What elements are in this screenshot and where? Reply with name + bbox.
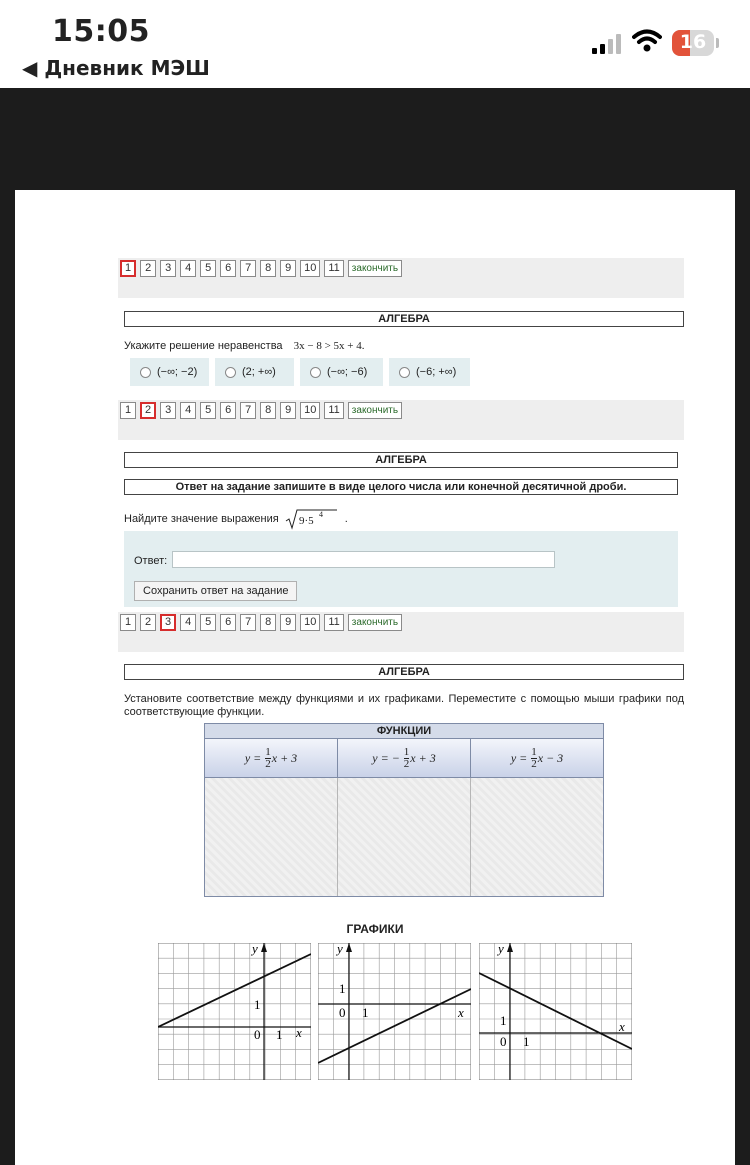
task-nav-7[interactable]: 7 [240,614,256,631]
question-1-expression: 3x − 8 > 5x + 4. [293,340,365,352]
task-nav-2[interactable]: 2 [140,260,156,277]
cellular-signal-icon [592,34,624,54]
answer-option-3[interactable] [300,358,383,386]
task-nav-11[interactable]: 11 [324,614,343,631]
option-label: (−6; +∞) [416,366,457,378]
finish-button[interactable]: закончить [348,402,402,419]
answer-input[interactable] [172,551,555,568]
finish-button[interactable]: закончить [348,614,402,631]
svg-text:x: x [619,1019,625,1034]
finish-button[interactable]: закончить [348,260,402,277]
task-nav-5[interactable]: 5 [200,260,216,277]
section-title: АЛГЕБРА [124,452,678,468]
task-nav-1[interactable]: 1 [120,402,136,419]
svg-text:1: 1 [339,981,346,996]
svg-text:1: 1 [362,1005,369,1020]
task-nav-9[interactable]: 9 [280,614,296,631]
radicand: 9·5 [298,515,314,527]
function-cell-1: y = $\frac{1}{2}$ x + 3 [205,739,338,777]
option-label: (−∞; −6) [327,366,368,378]
task-nav-9[interactable]: 9 [280,260,296,277]
task-nav-q1 [118,258,684,298]
svg-text:1: 1 [254,997,261,1012]
function-cell-2: y = − $\frac{1}{2}$ x + 3 [338,739,471,777]
task-nav-3[interactable]: 3 [160,614,176,631]
task-nav-10[interactable]: 10 [300,614,320,631]
task-nav-2[interactable]: 2 [140,614,156,631]
task-nav-4[interactable]: 4 [180,260,196,277]
task-nav-1[interactable]: 1 [120,614,136,631]
wifi-icon [632,28,662,54]
section-title: АЛГЕБРА [124,664,684,680]
radio-option-2[interactable] [225,367,236,378]
answer-panel [124,531,678,607]
svg-text:y: y [252,943,258,956]
question-1-prompt [124,340,364,352]
svg-text:y: y [337,943,343,956]
functions-table-title: ФУНКЦИИ [205,724,603,739]
svg-text:0: 0 [339,1005,346,1020]
graph-card-1[interactable] [158,943,311,1080]
task-nav-7[interactable]: 7 [240,260,256,277]
task-nav-q3 [118,612,684,652]
functions-table [204,723,604,897]
svg-text:1: 1 [523,1034,530,1049]
svg-text:0: 0 [500,1034,507,1049]
task-nav-5[interactable]: 5 [200,614,216,631]
svg-text:0: 0 [254,1027,261,1042]
task-nav-1[interactable]: 1 [120,260,136,277]
functions-row [205,739,603,778]
graph-card-2[interactable] [318,943,471,1080]
task-nav-3[interactable]: 3 [160,260,176,277]
answer-label: Ответ: [134,555,168,567]
task-nav-items [120,614,402,631]
save-answer-button[interactable]: Сохранить ответ на задание [134,581,297,601]
drop-zone-2[interactable] [338,778,471,896]
function-cell-3: y = $\frac{1}{2}$ x − 3 [510,745,564,770]
question-3-prompt: Установите соответствие между функциями и их графиками. Переместите с помощью мыши графики под соответствующие функции. [124,693,684,718]
svg-text:1: 1 [276,1027,283,1042]
task-nav-4[interactable]: 4 [180,614,196,631]
task-nav-6[interactable]: 6 [220,402,236,419]
task-nav-10[interactable]: 10 [300,260,320,277]
radio-option-4[interactable] [399,367,410,378]
svg-text:1: 1 [500,1013,507,1028]
battery-level: 16 [679,31,707,53]
graphs-title: ГРАФИКИ [346,922,404,936]
battery-icon [672,30,714,56]
option-label: (−∞; −2) [157,366,198,378]
radio-option-3[interactable] [310,367,321,378]
task-nav-2[interactable]: 2 [140,402,156,419]
task-nav-q2 [118,400,684,440]
task-nav-6[interactable]: 6 [220,614,236,631]
question-2-prompt: Найдите значение выражения 9·5 4 . [124,508,348,530]
graph-card-3[interactable] [479,943,632,1080]
task-nav-4[interactable]: 4 [180,402,196,419]
option-label: (2; +∞) [242,366,276,378]
back-to-app-link[interactable]: ◀ Дневник МЭШ [22,56,210,80]
answer-option-1[interactable] [130,358,209,386]
exponent: 4 [318,510,323,519]
question-2-text: Найдите значение выражения [124,513,279,525]
drop-zone-1[interactable] [205,778,338,896]
task-nav-11[interactable]: 11 [324,260,343,277]
radio-option-1[interactable] [140,367,151,378]
task-nav-items [120,260,402,277]
square-root-symbol [285,508,339,530]
answer-option-4[interactable] [389,358,470,386]
task-nav-5[interactable]: 5 [200,402,216,419]
drop-zone-3[interactable] [471,778,603,896]
task-nav-10[interactable]: 10 [300,402,320,419]
answer-option-2[interactable] [215,358,294,386]
answer-format-instruction: Ответ на задание запишите в виде целого числа или конечной десятичной дроби. [124,479,678,495]
task-nav-9[interactable]: 9 [280,402,296,419]
task-nav-items [120,402,402,419]
svg-text:y: y [498,943,504,956]
svg-text:x: x [296,1025,302,1040]
task-nav-8[interactable]: 8 [260,260,276,277]
question-1-text: Укажите решение неравенства [124,340,283,352]
task-nav-6[interactable]: 6 [220,260,236,277]
drop-zones [205,778,603,896]
section-title: АЛГЕБРА [124,311,684,327]
task-nav-3[interactable]: 3 [160,402,176,419]
task-nav-8[interactable]: 8 [260,402,276,419]
task-nav-11[interactable]: 11 [324,402,343,419]
svg-text:x: x [458,1005,464,1020]
task-nav-8[interactable]: 8 [260,614,276,631]
status-time: 15:05 [52,14,150,49]
status-bar [0,0,750,88]
task-nav-7[interactable]: 7 [240,402,256,419]
